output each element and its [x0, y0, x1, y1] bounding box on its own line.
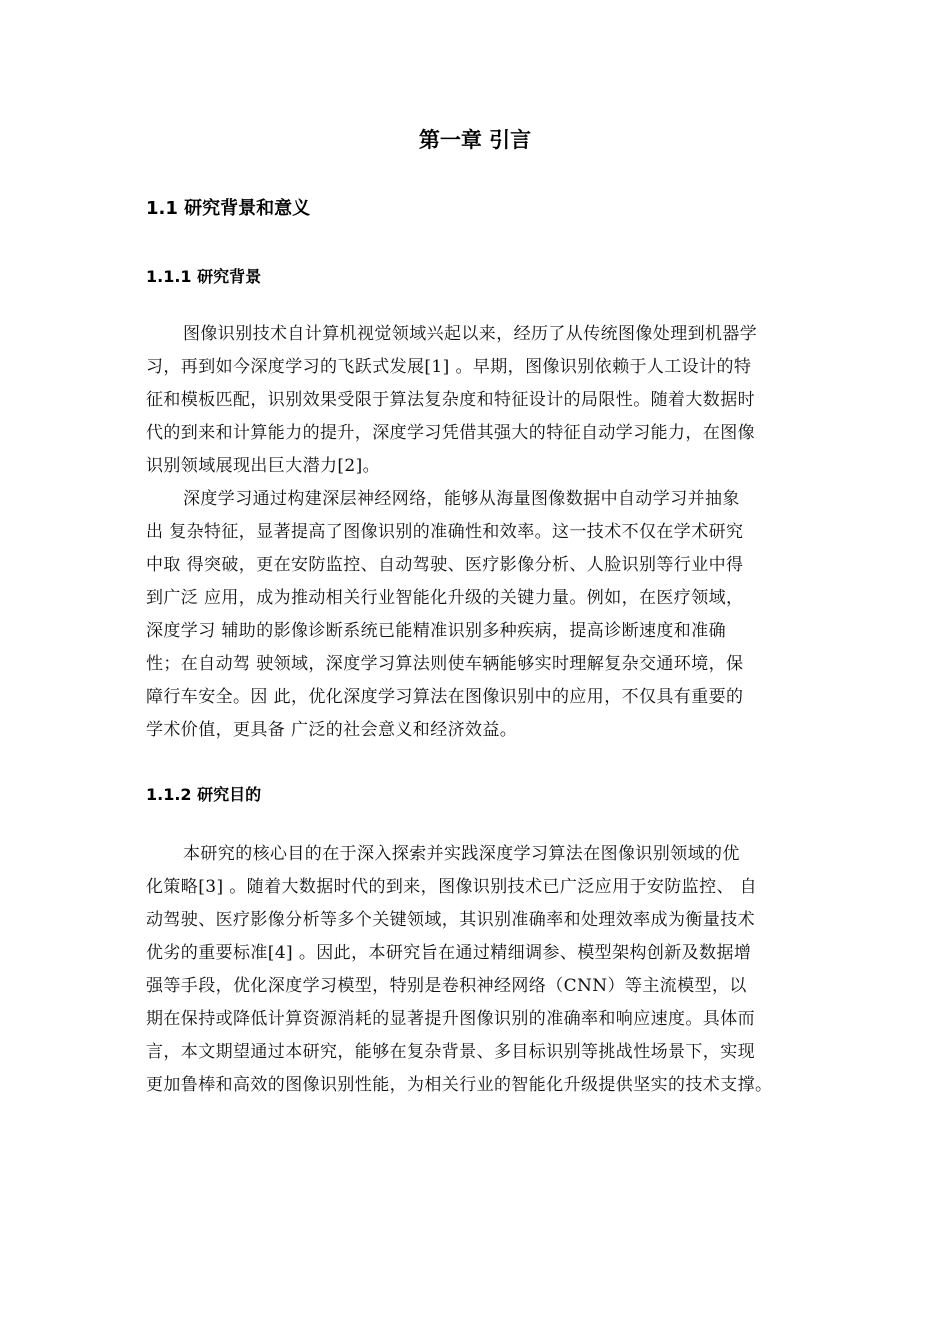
- text-line: 深度学习通过构建深层神经网络，能够从海量图像数据中自动学习并抽象: [183, 489, 740, 509]
- text-line: 强等手段，优化深度学习模型，特别是卷积神经网络（CNN）等主流模型，以: [146, 976, 747, 996]
- paragraph-background-1: [146, 318, 826, 483]
- text-line: 习，再到如今深度学习的飞跃式发展[1] 。早期，图像识别依赖于人工设计的特: [146, 357, 752, 377]
- text-line: 深度学习 辅助的影像诊断系统已能精准识别多种疾病，提高诊断速度和准确: [146, 621, 727, 641]
- text-line: 化策略[3] 。随着大数据时代的到来，图像识别技术已广泛应用于安防监控、 自: [146, 877, 758, 897]
- section-heading-1-1-2: 1.1.2 研究目的: [146, 785, 262, 804]
- text-line: 动驾驶、医疗影像分析等多个关键领域，其识别准确率和处理效率成为衡量技术: [146, 910, 755, 930]
- text-line: 征和模板匹配，识别效果受限于算法复杂度和特征设计的局限性。随着大数据时: [146, 390, 755, 410]
- paragraph-purpose: [146, 838, 826, 1102]
- chapter-title: 第一章 引言: [418, 128, 532, 152]
- text-line: 图像识别技术自计算机视觉领域兴起以来，经历了从传统图像处理到机器学: [183, 324, 758, 344]
- section-heading-1-1-1: 1.1.1 研究背景: [146, 267, 262, 286]
- text-line: 中取 得突破，更在安防监控、自动驾驶、医疗影像分析、人脸识别等行业中得: [146, 555, 744, 575]
- text-line: 更加鲁棒和高效的图像识别性能，为相关行业的智能化升级提供坚实的技术支撑。: [146, 1075, 773, 1095]
- text-line: 出 复杂特征，显著提高了图像识别的准确性和效率。这一技术不仅在学术研究: [146, 522, 744, 542]
- text-line: 识别领域展现出巨大潜力[2]。: [146, 456, 381, 476]
- text-line: 代的到来和计算能力的提升，深度学习凭借其强大的特征自动学习能力，在图像: [146, 423, 755, 443]
- section-heading-1-1: 1.1 研究背景和意义: [146, 198, 311, 219]
- text-line: 学术价值，更具备 广泛的社会意义和经济效益。: [146, 720, 518, 740]
- text-line: 优劣的重要标准[4] 。因此，本研究旨在通过精细调参、模型架构创新及数据增: [146, 943, 752, 963]
- text-line: 性；在自动驾 驶领域，深度学习算法则使车辆能够实时理解复杂交通环境，保: [146, 654, 744, 674]
- paragraph-background-2: [146, 483, 826, 747]
- text-line: 本研究的核心目的在于深入探索并实践深度学习算法在图像识别领域的优: [183, 844, 740, 864]
- text-line: 障行车安全。因 此，优化深度学习算法在图像识别中的应用，不仅具有重要的: [146, 687, 744, 707]
- text-line: 期在保持或降低计算资源消耗的显著提升图像识别的准确率和响应速度。具体而: [146, 1009, 755, 1029]
- text-line: 到广泛 应用，成为推动相关行业智能化升级的关键力量。例如，在医疗领域，: [146, 588, 744, 608]
- text-line: 言，本文期望通过本研究，能够在复杂背景、多目标识别等挑战性场景下，实现: [146, 1042, 755, 1062]
